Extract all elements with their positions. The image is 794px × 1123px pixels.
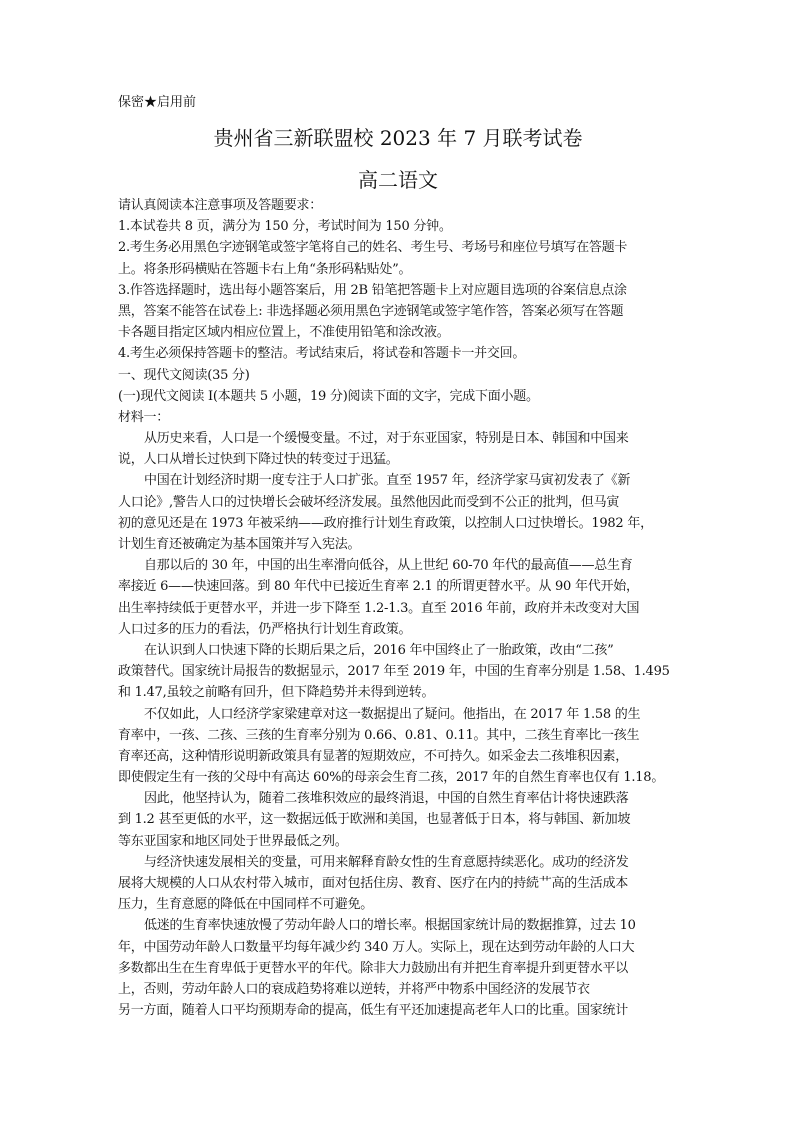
text-line: 压力，生育意愿的降低在中国同样不可避免。 bbox=[118, 897, 374, 913]
text-line: 卡各题目指定区域内相应位置上，不准使用铅笔和涂改液。 bbox=[118, 325, 450, 341]
exam-page bbox=[118, 93, 678, 1021]
text-line: 初的意见还是在 1973 年被采纳——政府推行计划生育政策，以控制人口过快增长。1982 年， bbox=[118, 515, 653, 531]
text-line: 因此，他坚持认为，随着二孩堆积效应的最终消退，中国的自然生育率估计将快速跌落 bbox=[144, 791, 629, 807]
text-line: 展将大规模的人口从农村带入城市，面对包括住房、教育、医疗在内的持続艹高的生活成本 bbox=[118, 876, 629, 891]
text-line: 不仅如此，人口经济学家梁建章对这一数据提出了疑问。他指出，在 2017 年 1.58 的生 bbox=[144, 706, 641, 722]
text-line: 等东亚国家和地区同处于世界最低之列。 bbox=[118, 833, 348, 849]
text-line: 请认真阅读本注意事项及答题要求： bbox=[118, 198, 323, 213]
text-line: 上，否则，劳动年龄人口的衰成趋势将难以逆转，并将严中物系中国经济的发展节衣 bbox=[118, 981, 590, 997]
text-line: 2.考生务必用黑色字迹钢笔或签字笔将自己的姓名、考生号、考场号和座位号填写在答题卡 bbox=[118, 240, 628, 256]
text-line: 和 1.47,虽较之前略有回升，但下降趋势并未得到逆转。 bbox=[118, 685, 435, 701]
text-line: 上。将条形码横贴在答题卡右上角“条形码粘贴处”。 bbox=[118, 261, 412, 277]
text-line: 3.作答选择题时，选出每小题答案后，用 2B 铅笔把答题卡上对应题目选项的谷案信息点涂 bbox=[118, 282, 627, 298]
text-line: 从历史来看，人口是一个缓慢变量。不过，对于东亚国家，特别是日本、韩国和中国来 bbox=[144, 431, 629, 447]
exam-title: 贵州省三新联盟校 2023 年 7 月联考试卷 bbox=[213, 126, 583, 150]
text-line: 率接近 6——快速回落。到 80 年代中已接近生育率 2.1 的所谓更替水平。从 90 年代开始， bbox=[118, 579, 639, 595]
text-line: 中国在计划经济时期一度专注于人口扩张。直至 1957 年，经济学家马寅初发表了《新 bbox=[144, 473, 631, 489]
text-line: 即使假定生有一孩的父母中有高达 60%的母亲会生育二孩，2017 年的自然生育率也仅有 1.18。 bbox=[118, 770, 665, 786]
text-line: 一、现代文阅读(35 分) bbox=[118, 367, 250, 383]
text-line: 出生率持续低于更替水平，并进一步下降至 1.2-1.3。直至 2016 年前，政府并未改变对大国 bbox=[118, 600, 640, 616]
text-line: 育率还高，这种情形说明新政策具有显著的短期效应，不可持久。如采金去二孩堆积因素， bbox=[118, 748, 629, 764]
text-line: (一)现代文阅读 I(本题共 5 小题，19 分)阅读下面的文字，完成下面小题。 bbox=[118, 388, 539, 404]
text-line: 4.考生必须保持答题卡的整洁。考试结束后，将试卷和答题卡一并交回。 bbox=[118, 346, 526, 362]
exam-body bbox=[118, 195, 678, 1021]
text-line: 年，中国劳动年龄人口数量平均每年减少约 340 万人。实际上，现在达到劳动年龄的人口大 bbox=[118, 939, 635, 955]
text-line: 与经济快速发展相关的变量，可用来解释育龄女性的生育意愿持续恶化。成功的经济发 bbox=[144, 854, 629, 870]
exam-subtitle: 高二语文 bbox=[358, 168, 438, 192]
text-line: 黑，答案不能答在试卷上: 非选择题必须用黑色字迹钢笔或签字笔作答，答案必须写在答题 bbox=[118, 303, 624, 319]
text-line: 计划生育还被确定为基本国策并写入宪法。 bbox=[118, 537, 361, 552]
text-line: 多数都出生在生育卑低于更替水平的年代。除非大力鼓励出有并把生育率提升到更替水平以 bbox=[118, 960, 629, 976]
text-line: 1.本试卷共 8 页，满分为 150 分，考试时间为 150 分钟。 bbox=[118, 219, 452, 235]
text-line: 到 1.2 甚至更低的水平，这一数据远低于欧洲和美国，也显著低于日本，将与韩国、新加坡 bbox=[118, 812, 631, 828]
text-line: 育率中，一孩、二孩、三孩的生育率分别为 0.66、0.81、0.11。其中，二孩生育率比一孩生 bbox=[118, 727, 640, 743]
confidential-label: 保密★启用前 bbox=[118, 95, 197, 110]
text-line: 说，人口从增长过快到下降过快的转变过于迅猛。 bbox=[118, 452, 399, 468]
text-line: 低迷的生育率快速放慢了劳动年龄人口的增长率。根据国家统计局的数据推算，过去 10 bbox=[144, 918, 636, 934]
text-line: 政策替代。国家统计局报告的数据显示，2017 年至 2019 年，中国的生育率分别是 1.58、1.495 bbox=[118, 664, 670, 680]
text-line: 在认识到人口快速下降的长期后果之后，2016 年中国终止了一胎政策，改由“二孩” bbox=[144, 642, 614, 658]
text-line: 人口过多的压力的看法，仍严格执行计划生育政策。 bbox=[118, 621, 412, 637]
text-line: 另一方面，随着人口平均预期寿命的提高，低生有平还加速提高老年人口的比重。国家统计 bbox=[118, 1003, 629, 1019]
text-line: 人口论》,警告人口的过快增长会破坏经济发展。虽然他因此而受到不公正的批判，但马寅 bbox=[118, 494, 620, 510]
text-line: 自那以后的 30 年，中国的出生率滑向低谷，从上世纪 60-70 年代的最高值——总生育 bbox=[144, 558, 633, 574]
text-line: 材料一： bbox=[118, 409, 170, 425]
